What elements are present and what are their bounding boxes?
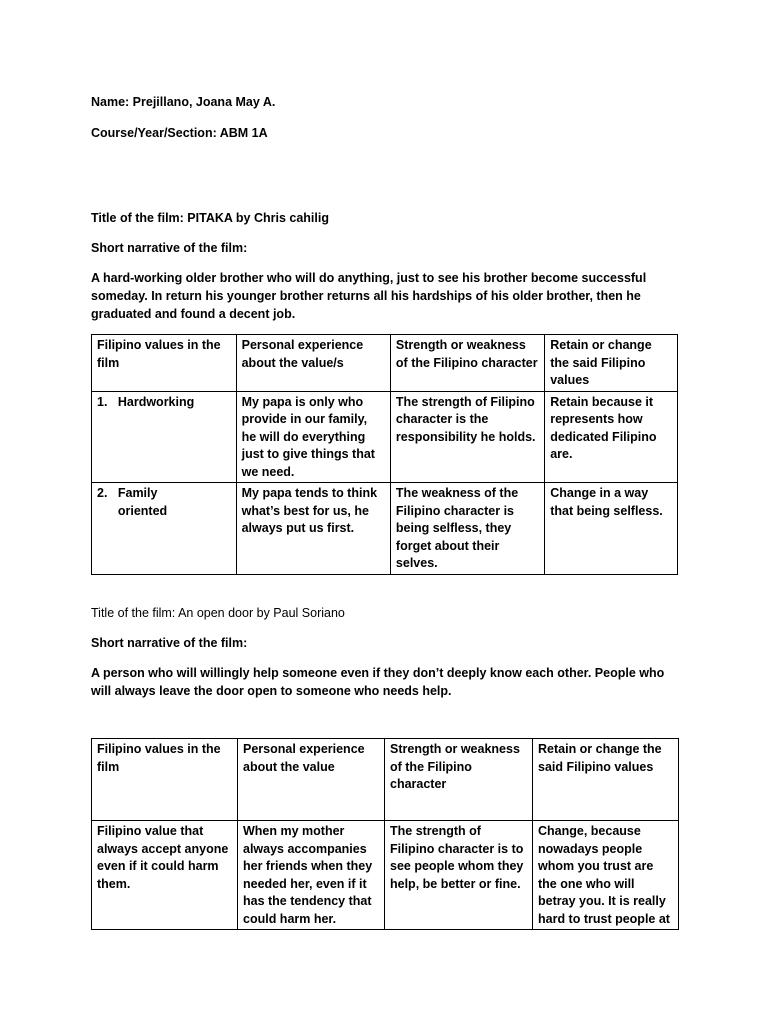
header-cell: Filipino values in the film xyxy=(92,335,237,392)
table-row xyxy=(92,821,679,930)
table-header-row xyxy=(92,739,679,821)
strength-cell: The strength of Filipino character is to see people whom they help, be better or fine. xyxy=(385,821,533,930)
value-name: Family oriented xyxy=(117,486,168,518)
strength-cell: The strength of Filipino character is the responsibility he holds. xyxy=(390,391,544,483)
list-number: 2. xyxy=(97,486,108,500)
film1-title: Title of the film: PITAKA by Chris cahilig xyxy=(91,211,329,225)
film2-narrative-label: Short narrative of the film: xyxy=(91,636,248,650)
film2-title-director: by Paul Soriano xyxy=(253,606,345,620)
value-cell: Filipino value that always accept anyone even if it could harm them. xyxy=(92,821,238,930)
header-cell: Filipino values in the film xyxy=(92,739,238,821)
header-cell: Strength or weakness of the Filipino character xyxy=(385,739,533,821)
film2-values-table xyxy=(91,738,679,930)
header-cell: Personal experience about the value xyxy=(238,739,385,821)
table-row xyxy=(92,391,678,483)
film1-narrative-label: Short narrative of the film: xyxy=(91,241,248,255)
experience-cell: When my mother always accompanies her friends when they needed her, even if it has the tendency that could harm her. xyxy=(238,821,385,930)
film2-title xyxy=(91,604,681,622)
header-cell: Personal experience about the value/s xyxy=(236,335,390,392)
value-name: Hardworking xyxy=(117,394,195,409)
table-row xyxy=(92,483,678,575)
experience-cell: My papa tends to think what’s best for us, he always put us first. xyxy=(236,483,390,575)
header-cell: Retain or change the said Filipino values xyxy=(533,739,679,821)
film2-title-main: Title of the film: An open door xyxy=(91,606,254,620)
header-cell: Retain or change the said Filipino values xyxy=(545,335,678,392)
film1-narrative: A hard-working older brother who will do anything, just to see his brother become successful someday. In return his younger brother returns all his hardships of his older brother, then he graduated and found a decent job. xyxy=(91,271,647,321)
experience-cell: My papa is only who provide in our family, he will do everything just to give things that we need. xyxy=(236,391,390,483)
table-header-row xyxy=(92,335,678,392)
value-cell xyxy=(92,483,237,575)
retain-cell: Change in a way that being selfless. xyxy=(545,483,678,575)
retain-cell: Retain because it represents how dedicated Filipino are. xyxy=(545,391,678,483)
header-cell: Strength or weakness of the Filipino character xyxy=(390,335,544,392)
value-cell xyxy=(92,391,237,483)
student-name: Name: Prejillano, Joana May A. xyxy=(91,95,276,109)
course-year-section: Course/Year/Section: ABM 1A xyxy=(91,126,268,140)
film1-values-table xyxy=(91,334,678,575)
strength-cell: The weakness of the Filipino character is being selfless, they forget about their selves. xyxy=(390,483,544,575)
film2-narrative: A person who will willingly help someone even if they don’t deeply know each other. People who will always leave the door open to someone who needs help. xyxy=(91,666,665,698)
list-number: 1. xyxy=(97,394,108,409)
retain-cell: Change, because nowadays people whom you trust are the one who will betray you. It is really hard to trust people at xyxy=(533,821,679,930)
